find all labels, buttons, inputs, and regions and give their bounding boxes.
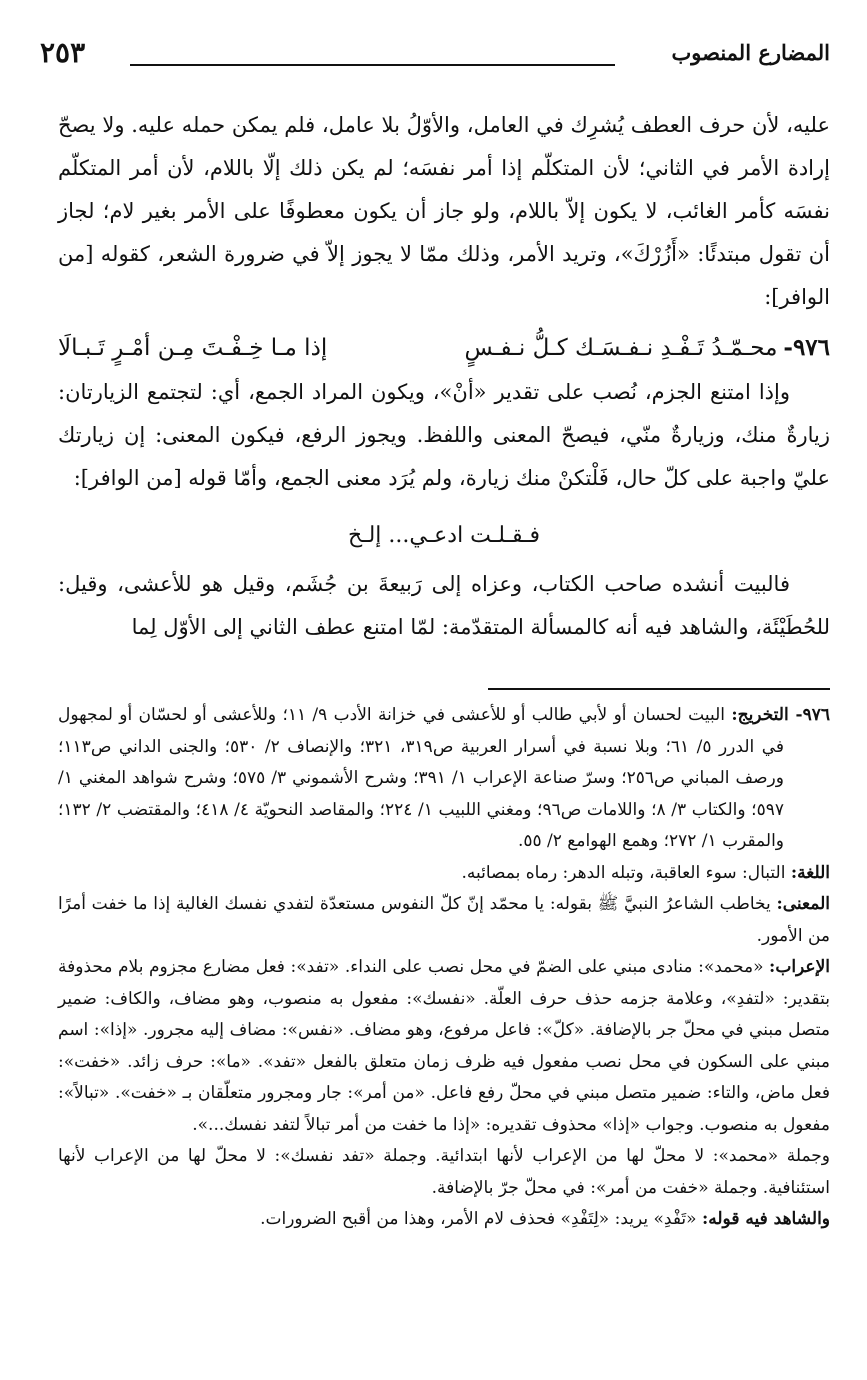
main-text [58, 104, 830, 649]
footnote-irab [58, 952, 830, 1141]
shahid-text: «تَفْدِ» يريد: «لِتَفْدِ» فحذف لام الأمر، وهذا من أقبح الضرورات. [260, 1209, 697, 1229]
paragraph-2: وإذا امتنع الجزم، نُصب على تقدير «أنْ»، ويكون المراد الجمع، أي: لتجتمع الزيارتان: زيارةٌ منك، وزيارةٌ منّي، فيصحّ المعنى واللفظ. ويجوز الرفع، فيكون المعنى: إن زيارتك عليّ واجبة على كلّ حال، فَلْتكنْ منك زيارة، ولم يُرَد معنى الجمع، وأمّا قوله [من الوافر]: [58, 380, 830, 490]
footnote-takhrij [58, 700, 830, 858]
verse-number: ٩٧٦- [783, 334, 830, 361]
lugha-label: اللغة: [790, 862, 830, 883]
page-number: ٢٥٣ [40, 36, 86, 69]
footnote-separator [488, 688, 830, 690]
lugha-text: التبال: سوء العاقبة، وتبله الدهر: رماه بمصائبه. [461, 862, 786, 883]
verse-first-hemistich: ٩٧٦-محـمّـدُ تَـفْـدِ نـفـسَـك كـلُّ نـفـسٍ [464, 334, 830, 361]
footnote-lugha [58, 858, 830, 890]
irab-text: «محمد»: منادى مبني على الضمّ في محل نصب على النداء. «تفد»: فعل مضارع مجزوم بلام محذوفة بتقدير: «لتفدِ»، وعلامة جزمه حذف حرف العلّة. «نفسك»: مفعول به منصوب، وهو مضاف، والكاف: ضمير متصل مبني في محلّ جر بالإضافة. «كلّ»: فاعل مرفوع، وهو مضاف. «نفس»: مضاف إليه مجرور. «إذا»: اسم مبني على السكون في محل نصب مفعول فيه ظرف زمان متعلق بالفعل «تفد». «ما»: حرف زائد. «خفت»: فعل ماض، والتاء: ضمير متصل مبني في محلّ رفع فاعل. «من أمر»: جار ومجرور متعلّقان بـ «خفت». «تبالاً»: مفعول به منصوب. وجواب «إذا» محذوف تقديره: «إذا ما خفت من أمر تبالاً لتفد نفسك...». [58, 957, 830, 1135]
footnotes [58, 700, 830, 1236]
shahid-label: والشاهد فيه قوله: [701, 1209, 830, 1229]
header-rule [130, 64, 615, 66]
footnote-jumla: وجملة «محمد»: لا محلّ لها من الإعراب لأنها ابتدائية. وجملة «تفد نفسك»: لا محلّ لها من الإعراب لأنها استئنافية. وجملة «خفت من أمر»: في محلّ جرّ بالإضافة. [58, 1146, 830, 1198]
footnote-shahid [58, 1204, 830, 1236]
irab-label: الإعراب: [769, 957, 830, 977]
poetry-verse [58, 325, 830, 371]
maana-label: المعنى: [776, 894, 830, 914]
footnote-maana [58, 889, 830, 952]
running-title: المضارع المنصوب [671, 40, 830, 65]
paragraph-3: فالبيت أنشده صاحب الكتاب، وعزاه إلى رَبيعةَ بن جُشَم، وقيل هو للأعشى، وقيل: للحُطَيْئَة، والشاهد فيه أنه كالمسألة المتقدّمة: لمّا امتنع عطف الثاني إلى الأوّل لِما [58, 572, 830, 639]
quoted-hemistich: فـقـلـت ادعـي... إلـخ [347, 523, 541, 548]
maana-text: يخاطب الشاعرُ النبيَّ ﷺ بقوله: يا محمّد إنّ كلّ النفوس مستعدّة لتفدي نفسك الغالية إذا ما خفت أمرًا من الأمور. [58, 894, 830, 946]
takhrij-text: البيت لحسان أو لأبي طالب أو للأعشى في خزانة الأدب ٩/ ١١؛ وللأعشى أو لحسّان أو لمجهول في الدرر ٥/ ٦١؛ وبلا نسبة في أسرار العربية ص٣١٩، ٣٢١؛ والإنصاف ٢/ ٥٣٠؛ والجنى الداني ص١١٣؛ ورصف المباني ص٢٥٦؛ وسرّ صناعة الإعراب ١/ ٣٩١؛ وشرح الأشموني ٣/ ٥٧٥؛ وشرح شواهد المغني ١/ ٥٩٧؛ والكتاب ٣/ ٨؛ واللامات ص٩٦؛ ومغني اللبيب ١/ ٢٢٤؛ والمقاصد النحويّة ٤/ ٤١٨؛ والمقتضب ٢/ ١٣٢؛ والمقرب ١/ ٢٧٢؛ وهمع الهوامع ٢/ ٥٥. [58, 705, 784, 851]
page-header [40, 38, 830, 82]
takhrij-label: ٩٧٦- التخريج: [731, 705, 830, 725]
paragraph-1: عليه، لأن حرف العطف يُشرِك في العامل، والأوّلُ بلا عامل، فلم يمكن حمله عليه. ولا يصحّ إرادة الأمر في الثاني؛ لأن المتكلّم إذا أمر نفسَه؛ لم يكن ذلك إلّا باللام، لأن أمر المتكلّم نفسَه كأمر الغائب، لا يكون إلاّ باللام، ولو جاز أن يكون معطوفًا على الأمر بغير لام؛ لجاز أن تقول مبتدئًا: «أَزُرْكَ»، وتريد الأمر، وذلك ممّا لا يجوز إلاّ في ضرورة الشعر، كقوله [من الوافر]: [58, 113, 830, 309]
verse-second-hemistich: إذا مـا خِـفْـتَ مِـن أمْـرٍ تَـبـالَا [58, 335, 328, 361]
